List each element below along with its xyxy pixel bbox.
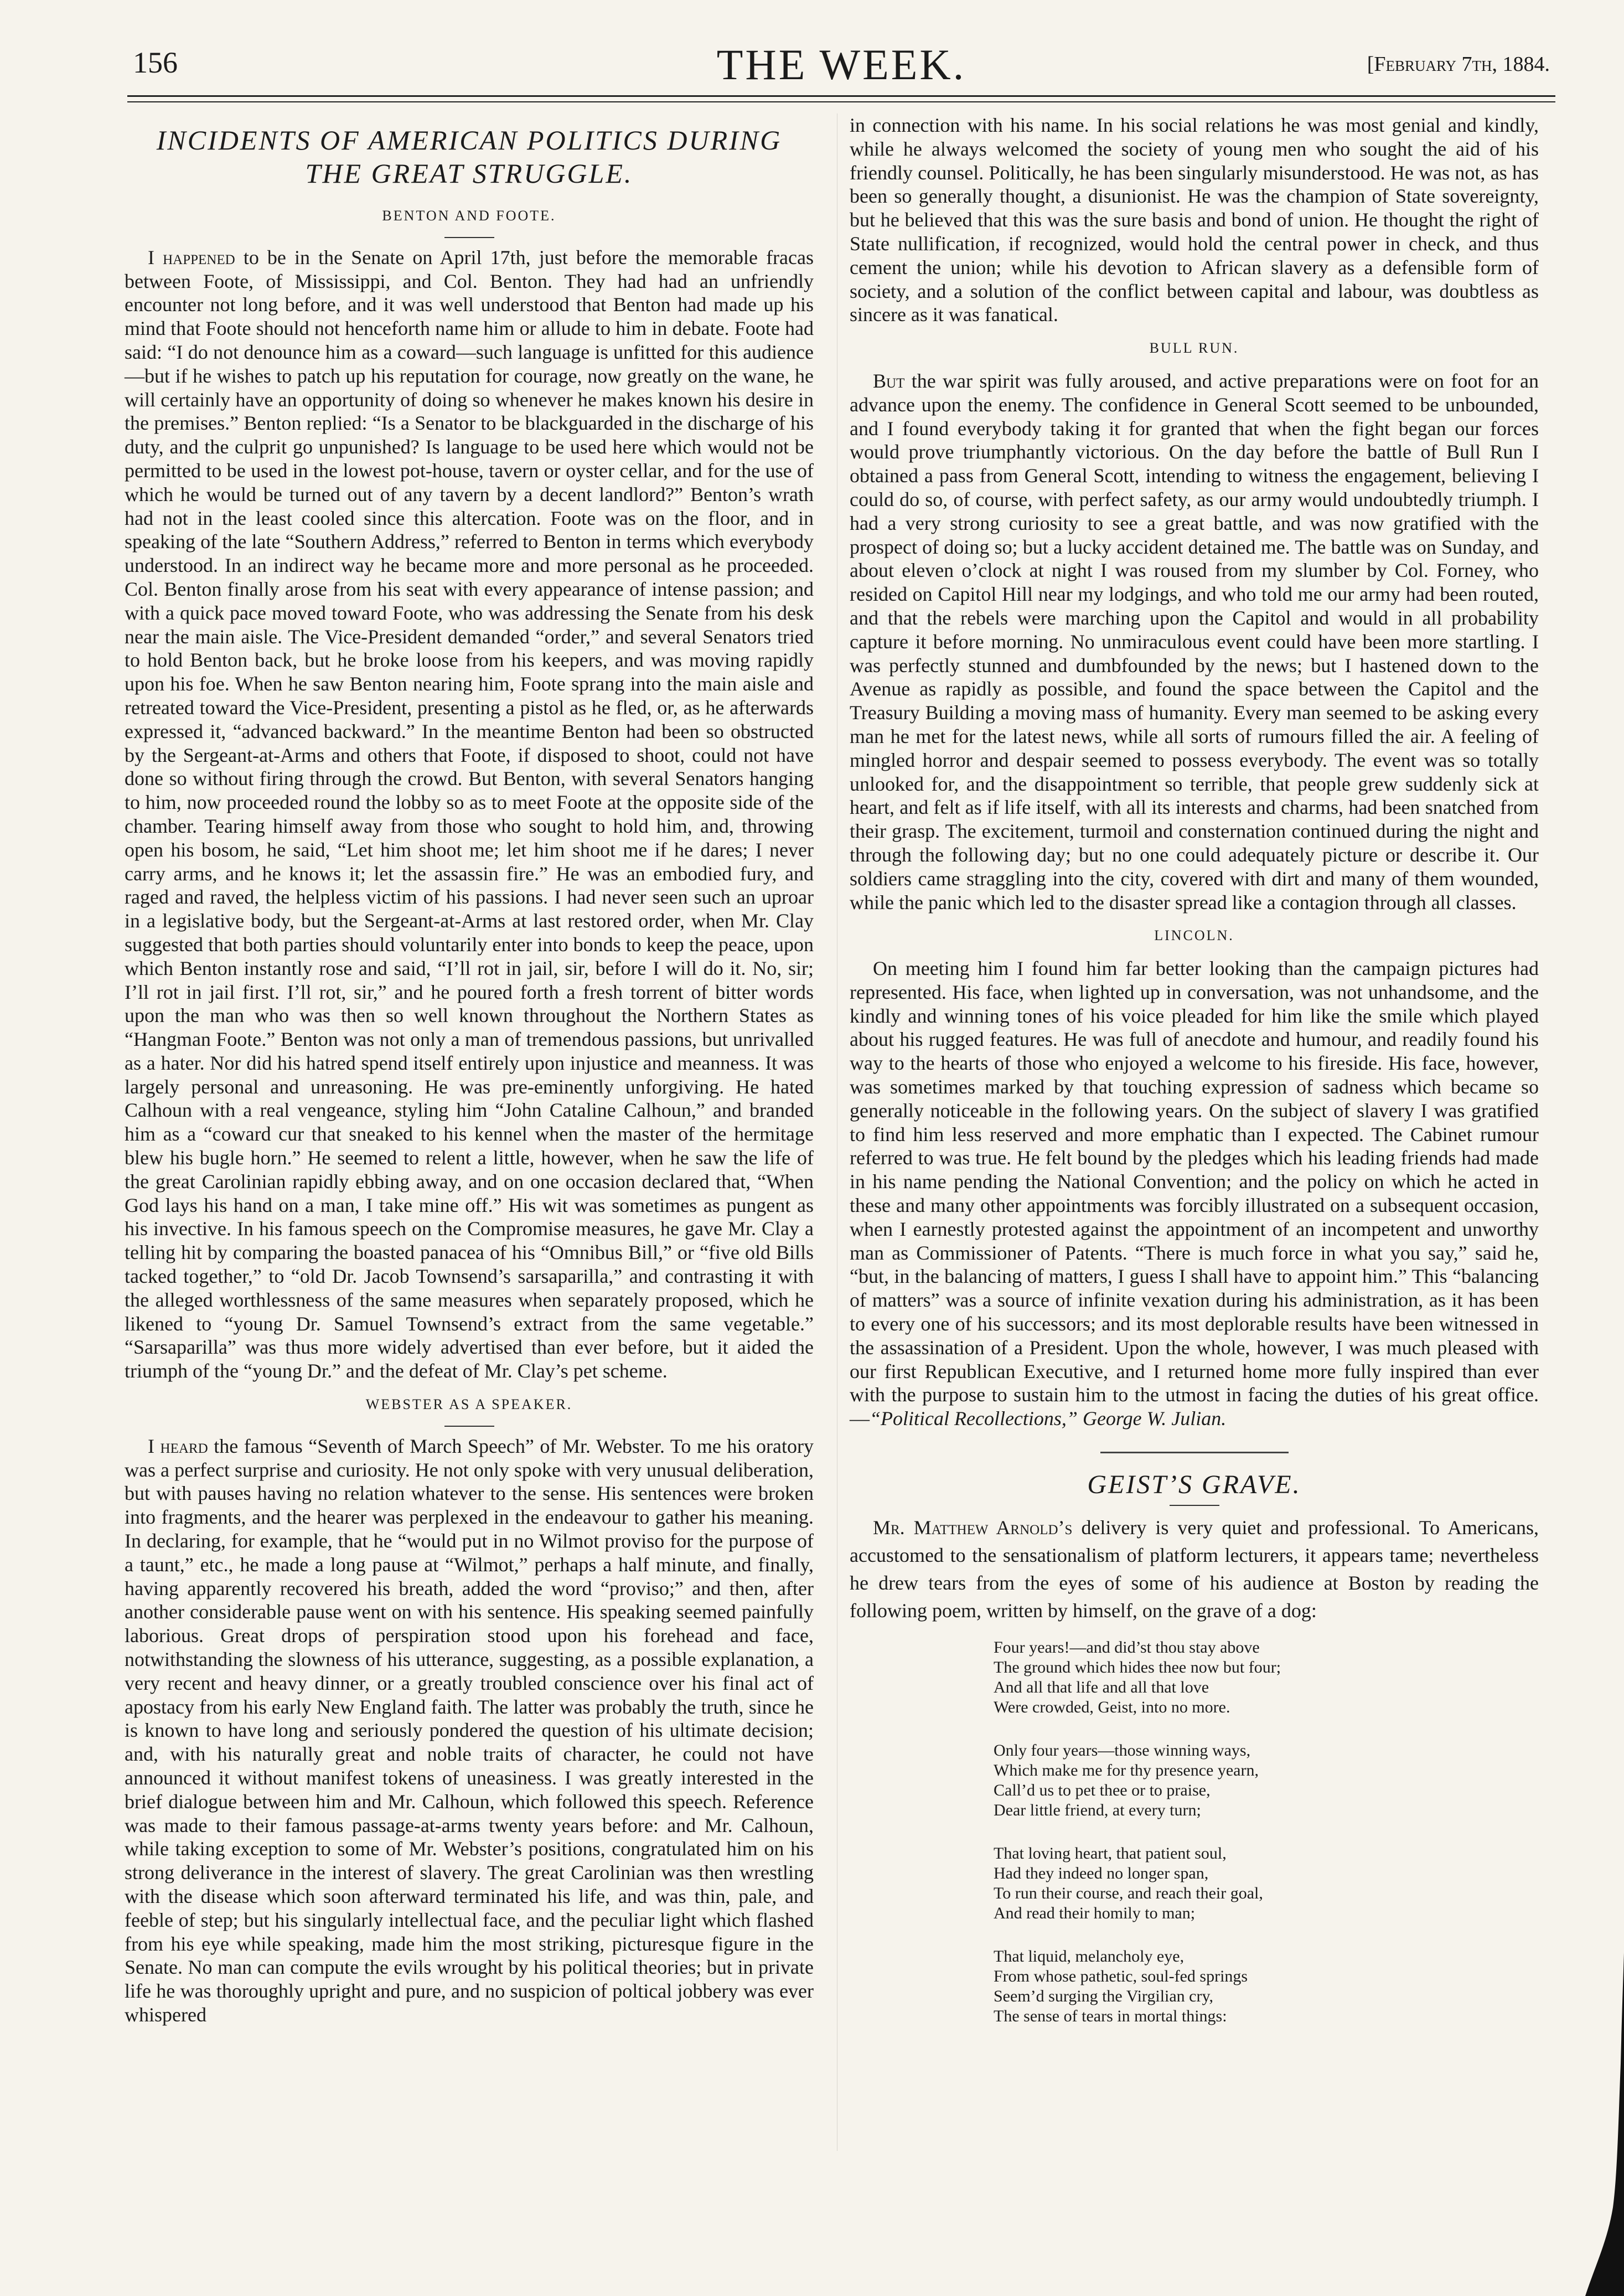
poem-article-title: GEIST’S GRAVE. [1087, 1470, 1301, 1500]
poem-stanza [994, 1638, 1539, 1717]
poem-line: To run their course, and reach their goal, [994, 1884, 1263, 1902]
left-column [125, 113, 814, 2027]
paragraph-text: On meeting him I found him far better looking than the campaign pictures had represented. His face, when lighted up in conversation, was not unhandsome, and the kindly and winning tones of his voice pleaded for him like the smile which played about his rugged features. He was full of anecdote and humour, and readily found his way to the hearts of those who enjoyed a welcome to his fireside. His face, however, was sometimes marked by that touching expression of sadness which became so generally noticeable in the following years. On the subject of slavery I was gratified to find him less reserved and more emphatic than I expected. The Cabinet rumour referred to was true. He felt bound by the pledges which his leading friends had made in his name pending the National Convention; and the policy on which he acted in these and many other appointments was forcibly illustrated on a subsequent occasion, when I earnestly protested against the appointment of an incompetent and unworthy man as Commissioner of Patents. “There is much force in what you say,” said he, “but, in the balancing of matters, I guess I shall have to appoint him.” This “balancing of matters” was a source of infinite vexation during his administration, as it has been to every one of his successors; and its most deplorable results have been witnessed in the assassination of a President. Upon the whole, however, I was much pleased with our first Republican Executive, and I returned home more fully inspired than ever with the purpose to sustain him to the utmost in facing the duties of his great office.— [850, 957, 1539, 1430]
paragraph-text: to be in the Senate on April 17th, just before the memorable fracas between Foote, of Mississippi, and Col. Benton. They had had an unfriendly encounter not long before, and it was well understood that Benton had made up his mind that Foote should not henceforth name him or allude to him in debate. Foote had said: “I do not denounce him as a coward—such language is unfitted for this audience—but if he wishes to patch up his reputation for courage, now greatly on the wane, he will certainly have an opportunity of doing so whenever he makes known his desire in the premises.” Benton replied: “Is a Senator to be blackguarded in the discharge of his duty, and the culprit go unpunished? Is language to be used here which would not be permitted to be used in the lowest pot-house, tavern or oyster cellar, and for the use of which he would be turned out of any tavern by a decent landlord?” Benton’s wrath had not in the least cooled since this altercation. Foote was on the floor, and in speaking of the late “Southern Address,” referred to Benton in terms which everybody understood. In an indirect way he became more and more personal as he proceeded. Col. Benton finally arose from his seat with every appearance of intense passion; and with a quick pace moved toward Foote, who was addressing the Senate from his desk near the main aisle. The Vice-President demanded “order,” and several Senators tried to hold Benton back, but he broke loose from his keepers, and was moving rapidly upon his foe. When he saw Benton nearing him, Foote sprang into the main aisle and retreated toward the Vice-President, presenting a pistol as he fled, or, as he afterwards expressed it, “advanced backward.” In the meantime Benton had been so obstructed by the Sergeant-at-Arms and others that Foote, if disposed to shoot, could not have done so without firing through the crowd. But Benton, with several Senators hanging to him, now proceeded round the lobby so as to meet Foote at the opposite side of the chamber. Tearing himself away from those who sought to hold him, and, throwing open his bosom, he said, “Let him shoot me; let him shoot me if he dares; I never carry arms, and he knows it; let the assassin fire.” He was an embodied fury, and raged and raved, the helpless victim of his passions. I had never seen such an uproar in a legislative body, but the Sergeant-at-Arms at last restored order, when Mr. Clay suggested that both parties should voluntarily enter into bonds to keep the peace, upon which Benton instantly rose and said, “I’ll rot in jail, sir, before I will do it. No, sir; I’ll rot in jail first. I’ll rot, sir,” and he poured forth a fresh torrent of bitter words upon the man who was then so well known throughout the Northern States as “Hangman Foote.” Benton was not only a man of tremendous passions, but unrivalled as a hater. Nor did his hatred spend itself entirely upon injustice and meanness. It was largely personal and unreasoning. He was pre-eminently unforgiving. He hated Calhoun with a real vengeance, styling him “John Cataline Calhoun,” and branded him as a “coward cur that sneaked to his kennel when the master of the hermitage blew his bugle horn.” He seemed to relent a little, however, when he saw the life of the great Carolinian rapidly ebbing away, and on one occasion declared that, “When God lays his hand on a man, I take mine off.” His wit was sometimes as pungent as his invective. In his famous speech on the Compromise measures, he gave Mr. Clay a telling hit by comparing the boasted panacea of his “Omnibus Bill,” or “five old Bills tacked together,” to “old Dr. Jacob Townsend’s sarsaparilla,” and contrasting it with the alleged worthlessness of the same measures when separately proposed, which he likened to “young Dr. Samuel Townsend’s extract from the same vegetable.” “Sarsaparilla” was thus more widely advertised than ever before, but it aided the triumph of the “young Dr.” and the defeat of Mr. Clay’s pet scheme. [125, 246, 814, 1382]
paragraph-lincoln [850, 957, 1539, 1431]
page-edge-shadow [1574, 1953, 1624, 2296]
poem-intro [850, 1514, 1539, 1624]
paragraph-text: delivery is very quiet and professional. To Americans, accustomed to the sensationalism of platform lecturers, it appears tame; nevertheless he drew tears from the eyes of some of his audience at Boston by reading the following poem, written by himself, on the grave of a dog: [850, 1516, 1539, 1622]
paragraph-bull-run [850, 369, 1539, 914]
paragraph-text: the war spirit was fully aroused, and active preparations were on foot for an advance upon the enemy. The confidence in General Scott seemed to be unbounded, and I found everybody taking it for granted that when the fight began our forces would prove triumphantly victorious. On the day before the battle of Bull Run I obtained a pass from General Scott, intending to witness the engagement, believing I could do so, of course, with perfect safety, as our army would undoubtedly triumph. I had a very strong curiosity to see a great battle, and was now gratified with the prospect of doing so; but a lucky accident detained me. The battle was on Sunday, and about eleven o’clock at night I was roused from my slumber by Col. Forney, who resided on Capitol Hill near my lodgings, and who told me our army had been routed, and that the rebels were marching upon the Capitol and would in all probability capture it before morning. No unmiraculous event could have been more startling. I was perfectly stunned and dumbfounded by the news; but I hastened down to the Avenue as rapidly as possible, and found the space between the Capitol and the Treasury Building a moving mass of humanity. Every man seemed to be asking every man he met for the latest news, while all sorts of rumours filled the air. A feeling of mingled horror and despair seemed to possess everybody. The event was so totally unlooked for, and the disappointment so terrible, that people grew suddenly sick at heart, and felt as if life itself, with all its interests and charms, had been snatched from their grasp. The excitement, turmoil and consternation continued during the night and through the following day; but no one could adequately picture or describe it. Our soldiers came straggling into the city, covered with dirt and many of them wounded, while the panic which led to the disaster spread like a contagion through all classes. [850, 369, 1539, 914]
poem-line: Had they indeed no longer span, [994, 1864, 1209, 1882]
lead-word: But [873, 369, 905, 392]
poem-line: Which make me for thy presence yearn, [994, 1761, 1259, 1779]
section-rule [444, 237, 494, 238]
article-separator [1100, 1452, 1289, 1453]
poem-line: Were crowded, Geist, into no more. [994, 1698, 1230, 1716]
lead-word: I heard [148, 1435, 208, 1457]
poem-line: From whose pathetic, soul-fed springs [994, 1967, 1248, 1985]
article-title: INCIDENTS OF AMERICAN POLITICS DURING THE GREAT STRUGGLE. [156, 125, 782, 189]
poem-line: Only four years—those winning ways, [994, 1741, 1251, 1760]
section-heading-bull-run: BULL RUN. [1149, 340, 1239, 357]
lead-word: Mr. Matthew Arnold’s [873, 1516, 1073, 1539]
header-rule [127, 95, 1555, 102]
lead-word: I happened [148, 246, 235, 269]
poem-line: The ground which hides thee now but four; [994, 1658, 1281, 1676]
poem-line: Dear little friend, at every turn; [994, 1800, 1201, 1819]
poem-line: That loving heart, that patient soul, [994, 1844, 1227, 1862]
paragraph-webster-continued: in connection with his name. In his social relations he was most genial and kindly, while he always welcomed the society of young men who sought the aid of his friendly counsel. Politically, he has been singularly misunderstood. He was not, as has been so generally thought, a disunionist. He was the champion of State sovereignty, but he believed that this was the sure basis and bond of union. He thought the right of State nullification, if recognized, would hold the central power in check, and thus cement the union; while his devotion to African slavery as a defensible form of society, and a solution of the conflict between capital and labour, was doubtless as sincere as it was fanatical. [850, 114, 1539, 326]
paragraph-text: the famous “Seventh of March Speech” of Mr. Webster. To me his oratory was a perfect surprise and curiosity. He not only spoke with very unusual deliberation, but with pauses having no relation whatever to the sense. His sentences were broken into fragments, and the hearer was perplexed in the endeavour to gather his meaning. In declaring, for example, that he “would put in no Wilmot proviso for the purpose of a taunt,” etc., he made a long pause at “Wilmot,” perhaps a half minute, and finally, having apparently recovered his breath, added the word “proviso;” and then, after another considerable pause went on with his sentence. His speaking seemed painfully laborious. Great drops of perspiration stood upon his forehead and face, notwithstanding the slowness of his utterance, suggesting, as a possible explanation, a very recent and heavy dinner, or a greatly troubled conscience over his final act of apostacy from his early New England faith. The latter was probably the truth, since he is known to have long and seriously pondered the question of his ultimate decision; and, with his naturally great and noble traits of character, he could not have announced it without manifest tokens of uneasiness. I was greatly interested in the brief dialogue between him and Mr. Calhoun, which followed this speech. Reference was made to their famous passage-at-arms twenty years before: and Mr. Calhoun, while taking exception to some of Mr. Webster’s positions, congratulated him on his strong deliverance in the interest of slavery. The great Carolinian was then wrestling with the disease which soon afterward terminated his life, and was thin, pale, and feeble of step; but his singularly intellectual face, and the peculiar light which flashed from his eye while speaking, made him the most striking, picturesque figure in the Senate. No man can compute the evils wrought by his political theories; but in private life he was thoroughly upright and pure, and no suspicion of poltical jobbery was ever whispered [125, 1435, 814, 2026]
paragraph-webster [125, 1435, 814, 2027]
poem-line: The sense of tears in mortal things: [994, 2006, 1227, 2025]
poem-line: And all that life and all that love [994, 1678, 1209, 1696]
poem-stanza [994, 1844, 1539, 1923]
section-heading-webster: WEBSTER AS A SPEAKER. [365, 1396, 573, 1413]
paragraph-benton [125, 246, 814, 1383]
poem-stanza [994, 1947, 1539, 2026]
page-number: 156 [133, 46, 178, 79]
section-rule [1170, 1505, 1219, 1506]
right-column [850, 113, 1539, 2050]
poem-stanza [994, 1741, 1539, 1820]
poem-line: And read their homily to man; [994, 1903, 1196, 1922]
section-heading-benton: BENTON AND FOOTE. [382, 208, 556, 224]
section-heading-lincoln: LINCOLN. [1154, 927, 1234, 944]
poem-line: Seem’d surging the Virgilian cry, [994, 1987, 1214, 2005]
poem-line: Four years!—and did’st thou stay above [994, 1638, 1260, 1657]
section-rule [444, 1426, 494, 1427]
poem-line: That liquid, melancholy eye, [994, 1947, 1185, 1965]
poem [994, 1638, 1539, 2026]
issue-date: [February 7th, 1884. [1367, 53, 1550, 76]
page-header [127, 40, 1555, 90]
poem-line: Call’d us to pet thee or to praise, [994, 1781, 1211, 1799]
masthead-title: THE WEEK. [716, 40, 966, 89]
attribution: “Political Recollections,” George W. Julian. [870, 1407, 1227, 1430]
